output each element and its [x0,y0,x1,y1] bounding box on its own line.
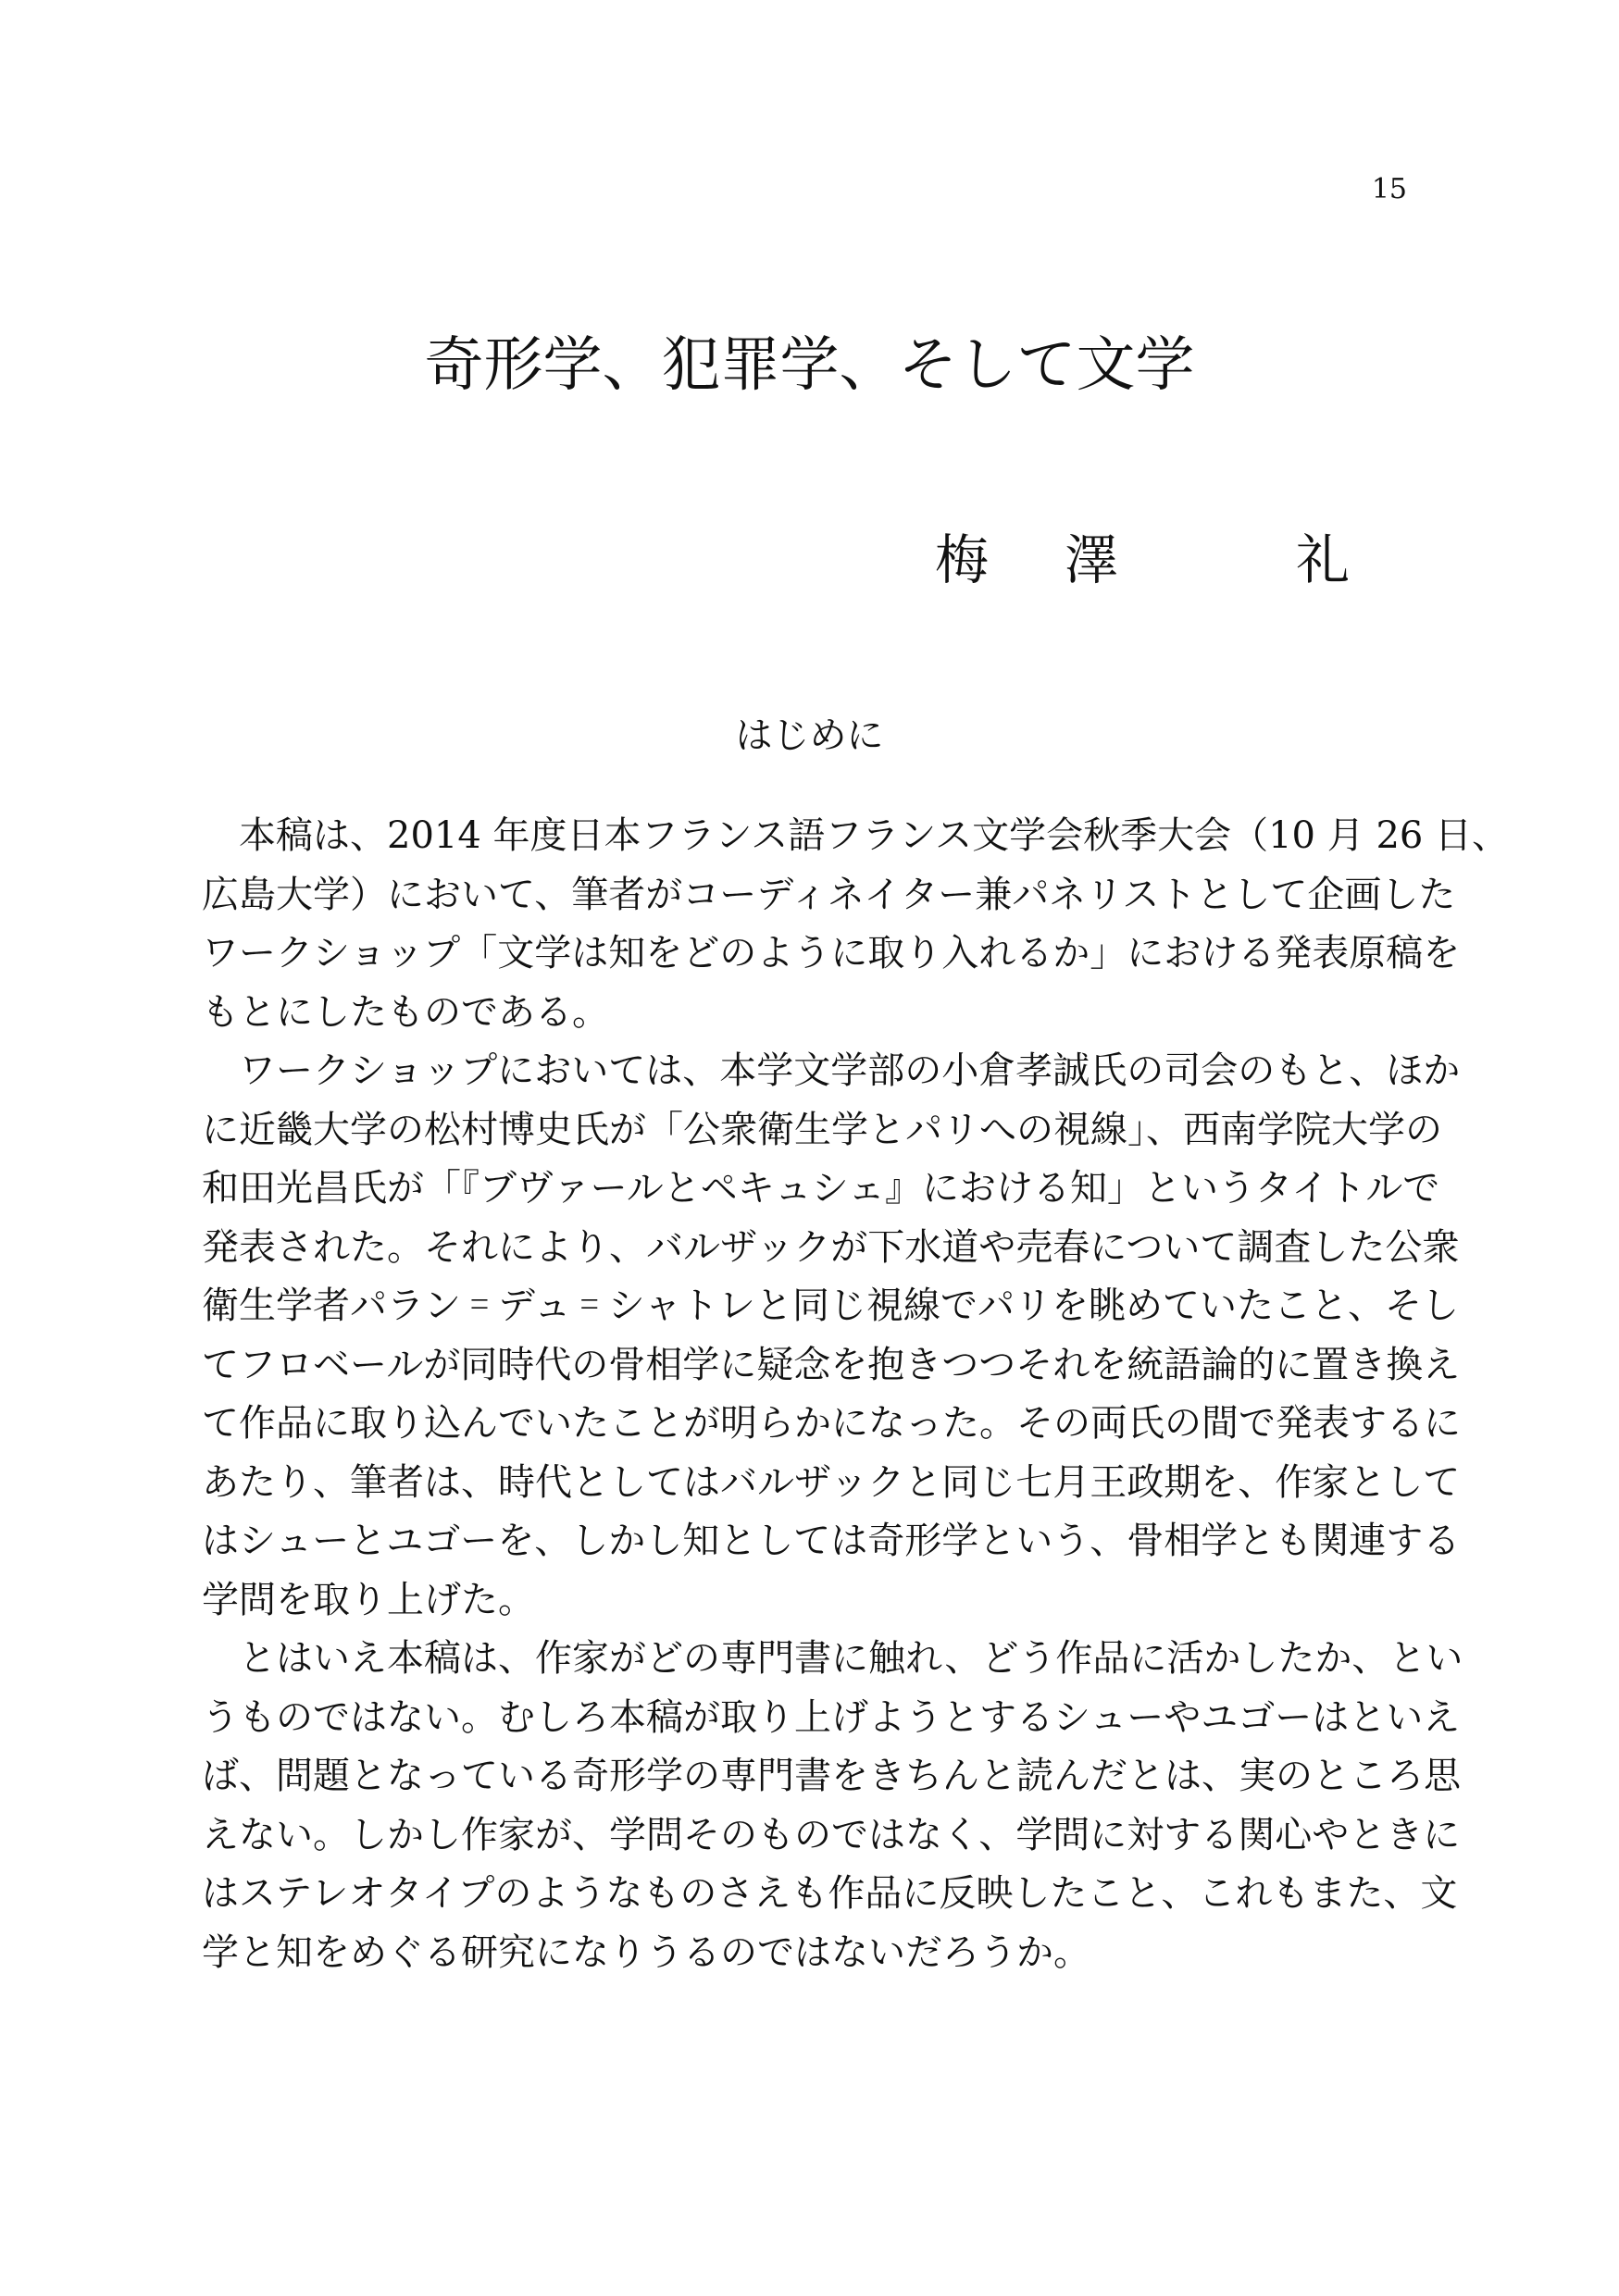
text-line: ワークショップ「文学は知をどのように取り入れるか」における発表原稿を [202,932,1461,974]
text-line: ワークショップにおいては、本学文学部の小倉孝誠氏の司会のもと、ほか [239,1049,1461,1092]
author-name [935,523,1361,597]
article-title: 奇形学、犯罪学、そして文学 [424,331,1195,400]
page-number: 15 [1371,173,1407,205]
text-line: えない。しかし作家が、学問そのものではなく、学問に対する関心やときに [202,1813,1461,1856]
text-line: 衛生学者パラン゠デュ゠シャトレと同じ視線でパリを眺めていたこと、そし [202,1285,1459,1327]
text-line: 発表された。それにより、バルザックが下水道や売春について調査した公衆 [202,1225,1460,1269]
author-given-name: 礼 [1296,528,1351,591]
text-line: もとにしたものである。 [202,990,609,1034]
text-line: ば、問題となっている奇形学の専門書をきちんと読んだとは、実のところ思 [202,1755,1461,1797]
body-text [202,807,1510,1982]
text-line: 広島大学）において、筆者がコーディネイター兼パネリストとして企画した [202,873,1456,916]
text-line: はステレオタイプのようなものさえも作品に反映したこと、これもまた、文 [202,1872,1458,1915]
text-line: て作品に取り込んでいたことが明らかになった。その両氏の間で発表するに [202,1402,1461,1445]
text-line: 学と知をめぐる研究になりうるのではないだろうか。 [202,1930,1090,1974]
text-line: とはいえ本稿は、作家がどの専門書に触れ、どう作品に活かしたか、とい [239,1637,1463,1680]
text-line: うものではない。むしろ本稿が取り上げようとするシューやユゴーはといえ [202,1695,1461,1739]
text-line: 和田光昌氏が「『ブヴァールとペキュシェ』における知」というタイトルで [202,1167,1440,1210]
text-line: 本稿は、2014 年度日本フランス語フランス文学会秋季大会（10 月 26 日、 [239,814,1510,857]
text-line: てフロベールが同時代の骨相学に疑念を抱きつつそれを統語論的に置き換え [202,1343,1461,1386]
text-line: に近畿大学の松村博史氏が「公衆衛生学とパリへの視線」、西南学院大学の [202,1108,1442,1151]
author-family-name-char-2: 澤 [1065,528,1119,591]
section-heading: はじめに [735,714,884,757]
author-family-name-char-1: 梅 [935,528,990,591]
text-line: 学問を取り上げた。 [202,1578,535,1621]
paragraph-3 [202,1630,1463,1982]
text-line: あたり、筆者は、時代としてはバルザックと同じ七月王政期を、作家として [202,1460,1461,1504]
paragraph-2 [202,1042,1461,1630]
text-line: はシューとユゴーを、しかし知としては奇形学という、骨相学とも関連する [202,1520,1461,1562]
paragraph-1 [202,807,1510,1042]
